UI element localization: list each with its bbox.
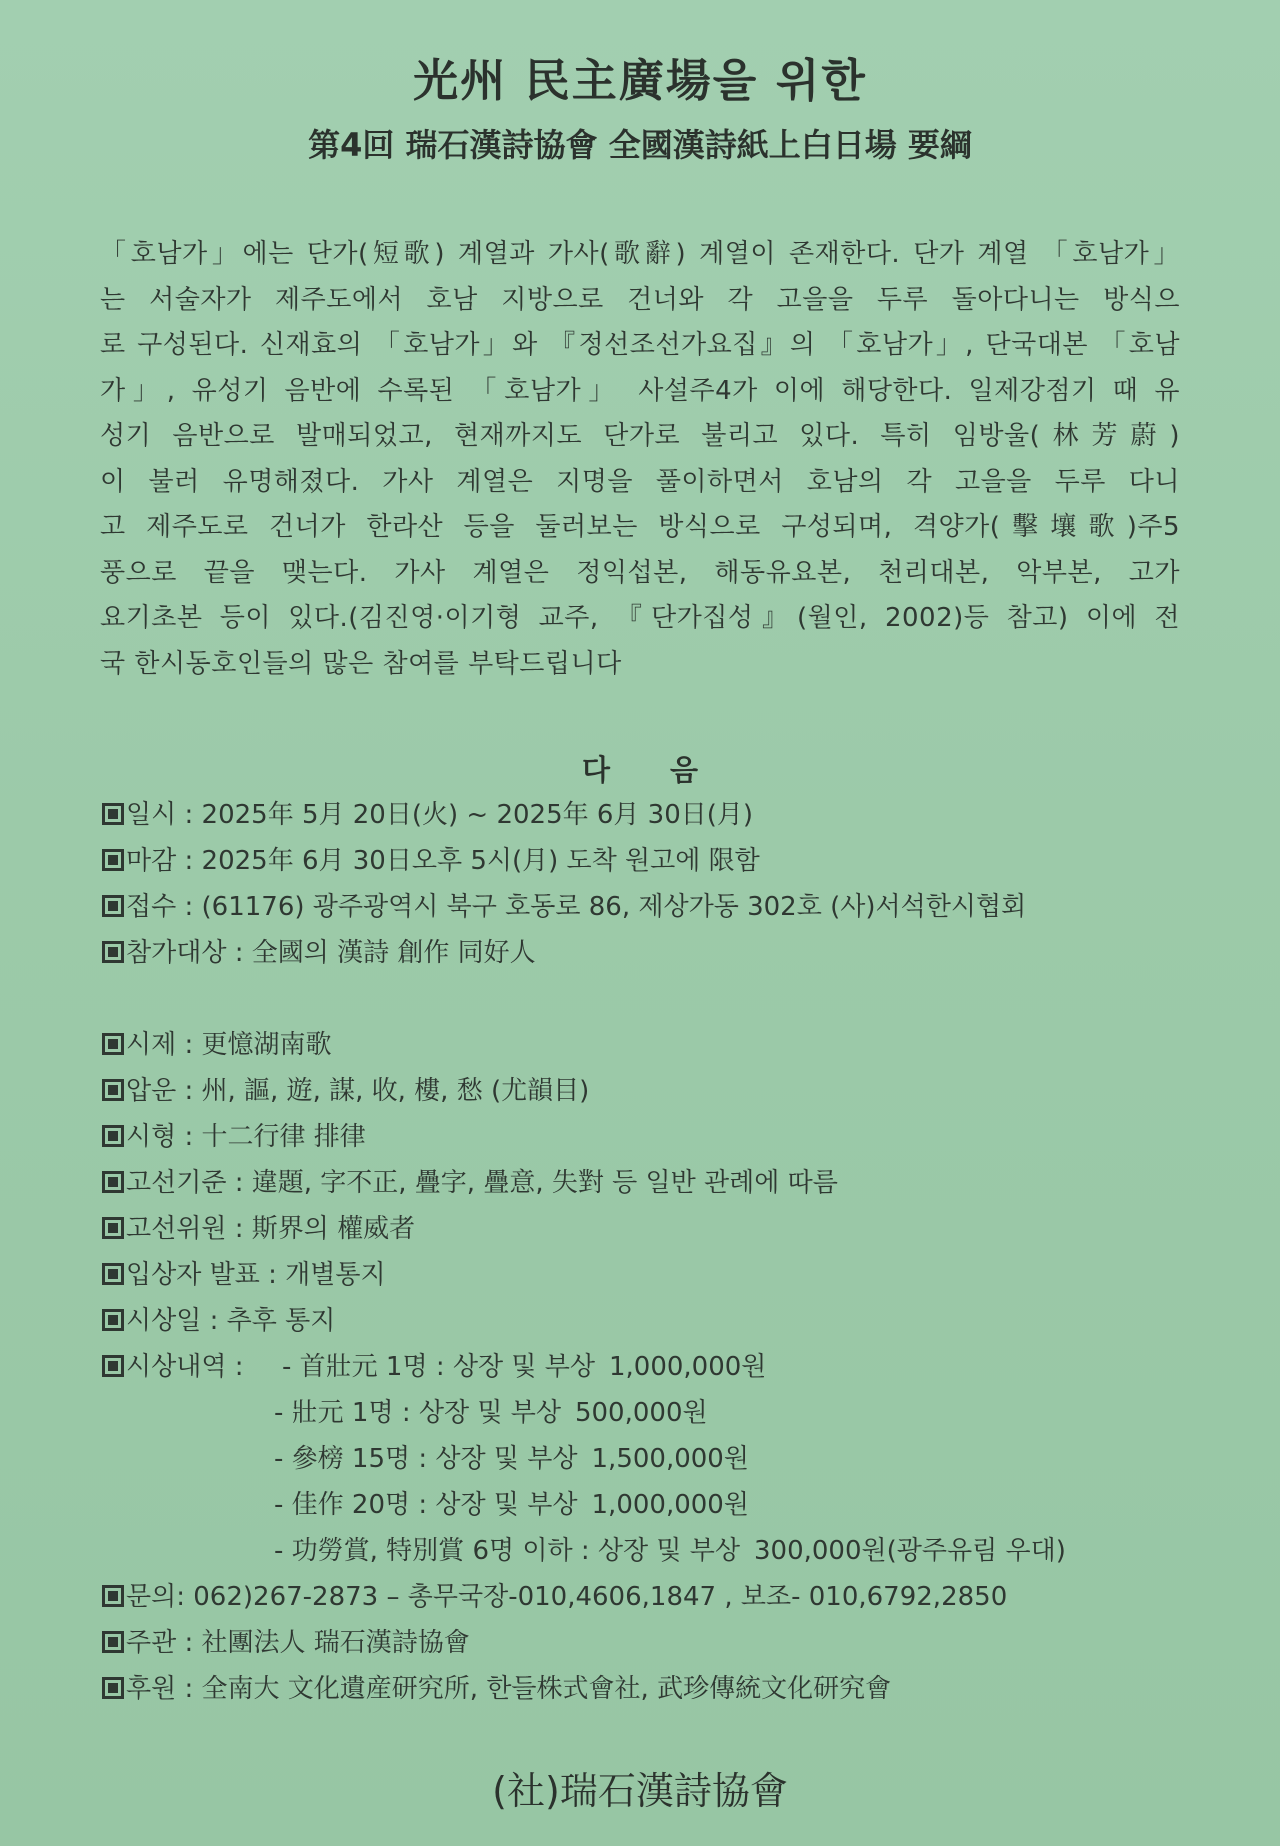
award-row [274, 1438, 749, 1475]
award-prize: - 佳作 20명 : 상장 및 부상 [274, 1490, 578, 1520]
organizer-item [102, 1622, 470, 1659]
square-bullet-icon [102, 1171, 124, 1193]
award-amount: 300,000원(광주유림 우대) [754, 1536, 1066, 1566]
intro-line: 성기 음반으로 발매되었고, 현재까지도 단가로 불리고 있다. 특히 임방울(林芳蔚) [100, 421, 1180, 451]
eligibility-text: 참가대상 : 全國의 漢詩 創作 同好人 [126, 938, 536, 968]
square-bullet-icon [102, 803, 124, 825]
award-prize: - 參榜 15명 : 상장 및 부상 [274, 1444, 578, 1474]
square-bullet-icon [102, 1217, 124, 1239]
theme-item [102, 1024, 332, 1061]
criteria-text: 고선기준 : 違題, 字不正, 疊字, 疊意, 失對 등 일반 관례에 따름 [126, 1168, 838, 1198]
form-text: 시형 : 十二行律 排律 [126, 1122, 366, 1152]
square-bullet-icon [102, 895, 124, 917]
award-row [282, 1346, 766, 1383]
theme-text: 시제 : 更憶湖南歌 [126, 1030, 332, 1060]
criteria-item [102, 1162, 838, 1199]
organizer-text: 주관 : 社團法人 瑞石漢詩協會 [126, 1628, 470, 1658]
square-bullet-icon [102, 1125, 124, 1147]
form-item [102, 1116, 366, 1153]
judges-item [102, 1208, 415, 1245]
square-bullet-icon [102, 1631, 124, 1653]
judges-text: 고선위원 : 斯界의 權威者 [126, 1214, 416, 1244]
submission-item [102, 886, 1026, 923]
award-row [274, 1392, 708, 1429]
square-bullet-icon [102, 1585, 124, 1607]
deadline-item [102, 840, 760, 877]
intro-line: 고 제주도로 건너가 한라산 등을 둘러보는 방식으로 구성되며, 격양가(擊壤歌)주5 [100, 512, 1180, 542]
sponsor-text: 후원 : 全南大 文化遺産研究所, 한들株式會社, 武珍傳統文化研究會 [126, 1674, 892, 1704]
intro-line: 풍으로 끝을 맺는다. 가사 계열은 정익섭본, 해동유요본, 천리대본, 악부본, 고가 [100, 557, 1180, 588]
inquiry-item [102, 1576, 1007, 1613]
award-amount: 1,000,000원 [608, 1352, 767, 1382]
square-bullet-icon [102, 1677, 124, 1699]
awards-item [102, 1346, 244, 1383]
intro-line: 국 한시동호인들의 많은 참여를 부탁드립니다 [100, 648, 622, 679]
award-prize: - 首壯元 1명 : 상장 및 부상 [282, 1352, 595, 1382]
document-title: 光州 民主廣場을 위한 [413, 54, 867, 107]
inquiry-text: 문의: 062)267-2873 – 총무국장-010,4606,1847 , 보조- 010,6792,2850 [126, 1582, 1008, 1612]
square-bullet-icon [102, 1263, 124, 1285]
intro-line: 「호남가」에는 단가(短歌) 계열과 가사(歌辭) 계열이 존재한다. 단가 계열 「호남가」 [100, 239, 1180, 269]
ceremony-item [102, 1300, 335, 1337]
issuer-footer: (社)瑞石漢詩協會 [492, 1769, 788, 1813]
intro-line: 는 서술자가 제주도에서 호남 지방으로 건너와 각 고을을 두루 돌아다니는 방식으 [100, 284, 1180, 315]
schedule-text: 일시 : 2025年 5月 20日(火) ~ 2025年 6月 30日(月) [126, 800, 754, 830]
schedule-item [102, 794, 753, 831]
award-amount: 1,000,000원 [591, 1490, 749, 1520]
announcement-item [102, 1254, 386, 1291]
intro-line: 로 구성된다. 신재효의 「호남가」와 『정선조선가요집』의 「호남가」, 단국대본 「호남 [100, 330, 1180, 360]
award-amount: 500,000원 [574, 1398, 708, 1428]
square-bullet-icon [102, 1309, 124, 1331]
intro-line: 가」, 유성기 음반에 수록된 「호남가」 사설주4가 이에 해당한다. 일제강점기 때 유 [100, 375, 1180, 406]
submission-text: 접수 : (61176) 광주광역시 북구 호동로 86, 제상가동 302호 (사)서석한시협회 [126, 892, 1027, 922]
square-bullet-icon [102, 1079, 124, 1101]
award-row [274, 1484, 749, 1521]
award-amount: 1,500,000원 [591, 1444, 749, 1474]
intro-paragraph [100, 232, 1180, 687]
deadline-text: 마감 : 2025年 6月 30日오후 5시(月) 도착 원고에 限함 [126, 846, 760, 876]
sponsor-item [102, 1668, 891, 1705]
intro-line: 요기초본 등이 있다.(김진영·이기형 교주, 『단가집성』(월인, 2002)등 참고) 이에 전 [100, 603, 1180, 633]
rhyme-text: 압운 : 州, 謳, 遊, 謀, 收, 樓, 愁 (尤韻目) [126, 1076, 590, 1106]
square-bullet-icon [102, 941, 124, 963]
document-subtitle: 第4回 瑞石漢詩協會 全國漢詩紙上白日場 要綱 [308, 126, 972, 164]
intro-line: 이 불러 유명해졌다. 가사 계열은 지명을 풀이하면서 호남의 각 고을을 두루 다니 [100, 466, 1180, 497]
square-bullet-icon [102, 1355, 124, 1377]
ceremony-text: 시상일 : 추후 통지 [126, 1306, 336, 1336]
awards-label: 시상내역 : [126, 1352, 244, 1382]
award-prize: - 壯元 1명 : 상장 및 부상 [274, 1398, 561, 1428]
rhyme-item [102, 1070, 589, 1107]
square-bullet-icon [102, 1033, 124, 1055]
award-row [274, 1530, 1066, 1567]
eligibility-item [102, 932, 536, 969]
section-heading: 다음 [581, 753, 759, 787]
award-prize: - 功勞賞, 特別賞 6명 이하 : 상장 및 부상 [274, 1536, 740, 1566]
announcement-text: 입상자 발표 : 개별통지 [126, 1260, 386, 1290]
square-bullet-icon [102, 849, 124, 871]
